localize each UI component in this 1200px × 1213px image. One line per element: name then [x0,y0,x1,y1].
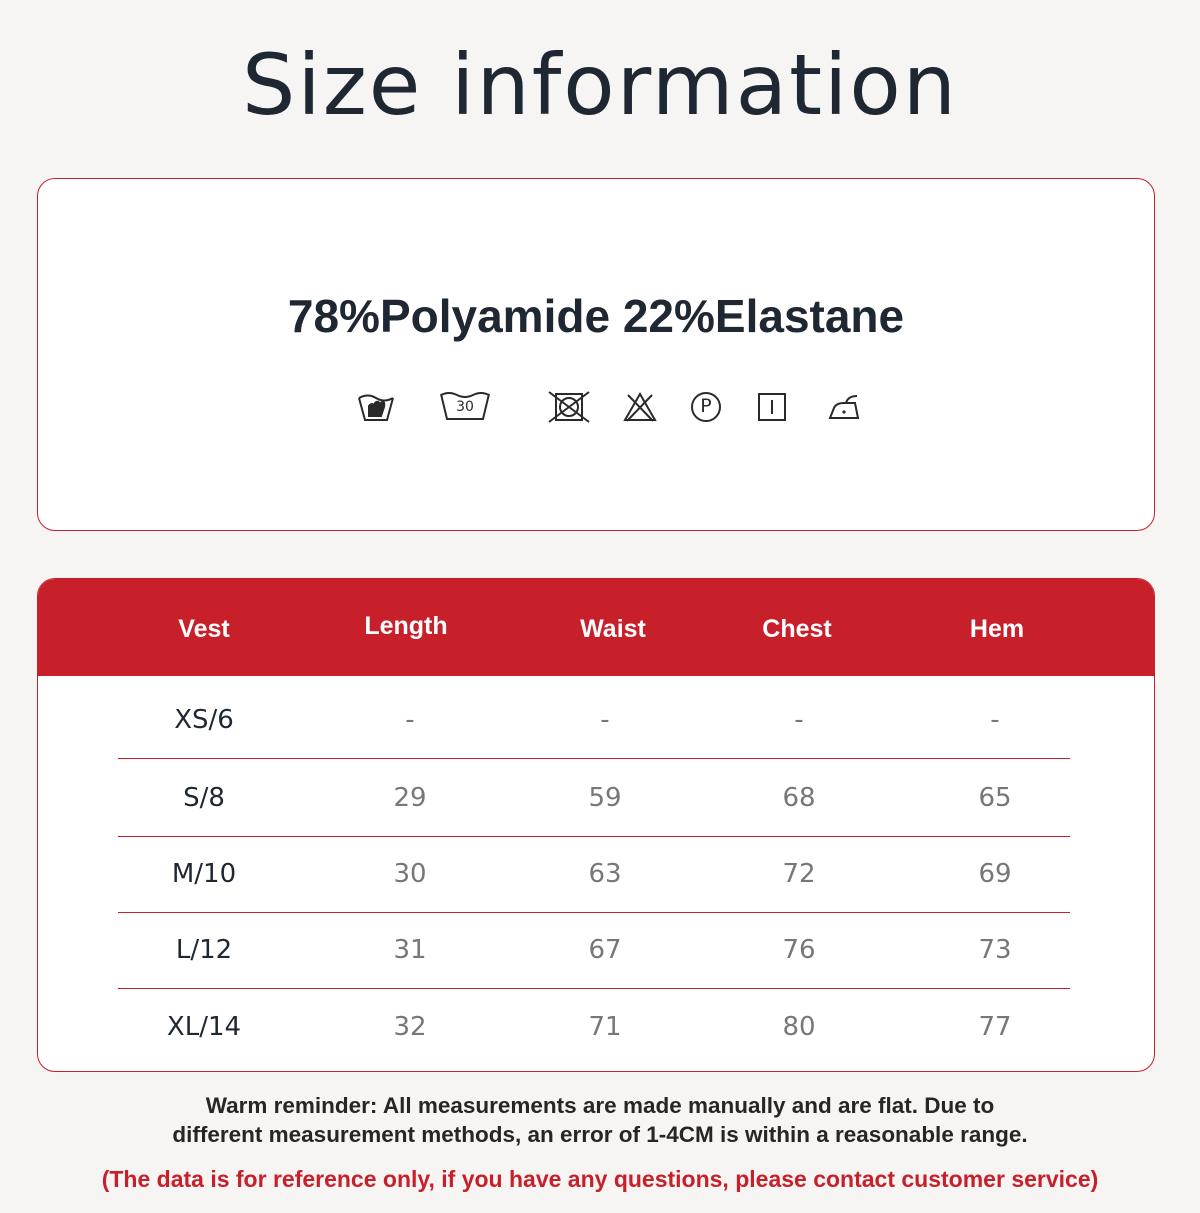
machine-wash-30-icon [438,389,492,423]
length-value: 32 [393,1012,427,1042]
chest-value: - [794,705,804,735]
length-value: 30 [393,859,427,889]
hem-value: 73 [978,935,1012,965]
hem-value: - [990,705,1000,735]
size-label: XS/6 [174,705,234,735]
table-row [118,760,1070,837]
line-dry-icon [756,389,788,425]
care-info-card [37,178,1155,531]
chest-value: 76 [782,935,816,965]
length-value: 31 [393,935,427,965]
table-row [118,912,1070,989]
table-row [118,989,1070,1065]
waist-value: 67 [588,935,622,965]
column-header-length: Length [364,612,448,640]
waist-value: 71 [588,1012,622,1042]
size-table-header [38,579,1154,676]
reference-note: (The data is for reference only, if you have any questions, please contact customer service) [101,1166,1099,1192]
waist-value: 59 [588,783,622,813]
chest-value: 80 [782,1012,816,1042]
hem-value: 77 [978,1012,1012,1042]
size-table [37,578,1155,1072]
length-value: 29 [393,783,427,813]
reminder-line: Warm reminder: All measurements are made manually and are flat. Due to [205,1093,995,1118]
iron-low-heat-icon [826,389,862,425]
chest-value: 72 [782,859,816,889]
measurement-reminder [0,1091,1200,1149]
size-label: XL/14 [166,1012,242,1042]
size-label: M/10 [171,859,237,889]
waist-value: 63 [588,859,622,889]
material-composition: 78%Polyamide 22%Elastane [287,290,905,342]
size-label: S/8 [183,783,225,813]
column-header-vest: Vest [178,615,230,643]
waist-value: - [600,705,610,735]
table-row [118,836,1070,913]
wash-temperature-label: 30 [456,399,474,415]
do-not-bleach-icon [622,389,658,425]
column-header-waist: Waist [580,615,646,643]
table-row [118,682,1070,759]
do-not-tumble-dry-icon [546,389,592,425]
care-icons-row [38,389,1154,429]
hand-wash-icon [356,389,396,425]
chest-value: 68 [782,783,816,813]
professional-dry-clean-p-icon [689,389,723,425]
size-label: L/12 [175,935,233,965]
length-value: - [405,705,415,735]
page-title: Size information [242,36,958,134]
hem-value: 65 [978,783,1012,813]
column-header-chest: Chest [762,615,832,643]
reminder-line: different measurement methods, an error of 1-4CM is within a reasonable range. [172,1122,1028,1147]
column-header-hem: Hem [969,615,1025,643]
dry-clean-label: P [700,395,712,417]
hem-value: 69 [978,859,1012,889]
